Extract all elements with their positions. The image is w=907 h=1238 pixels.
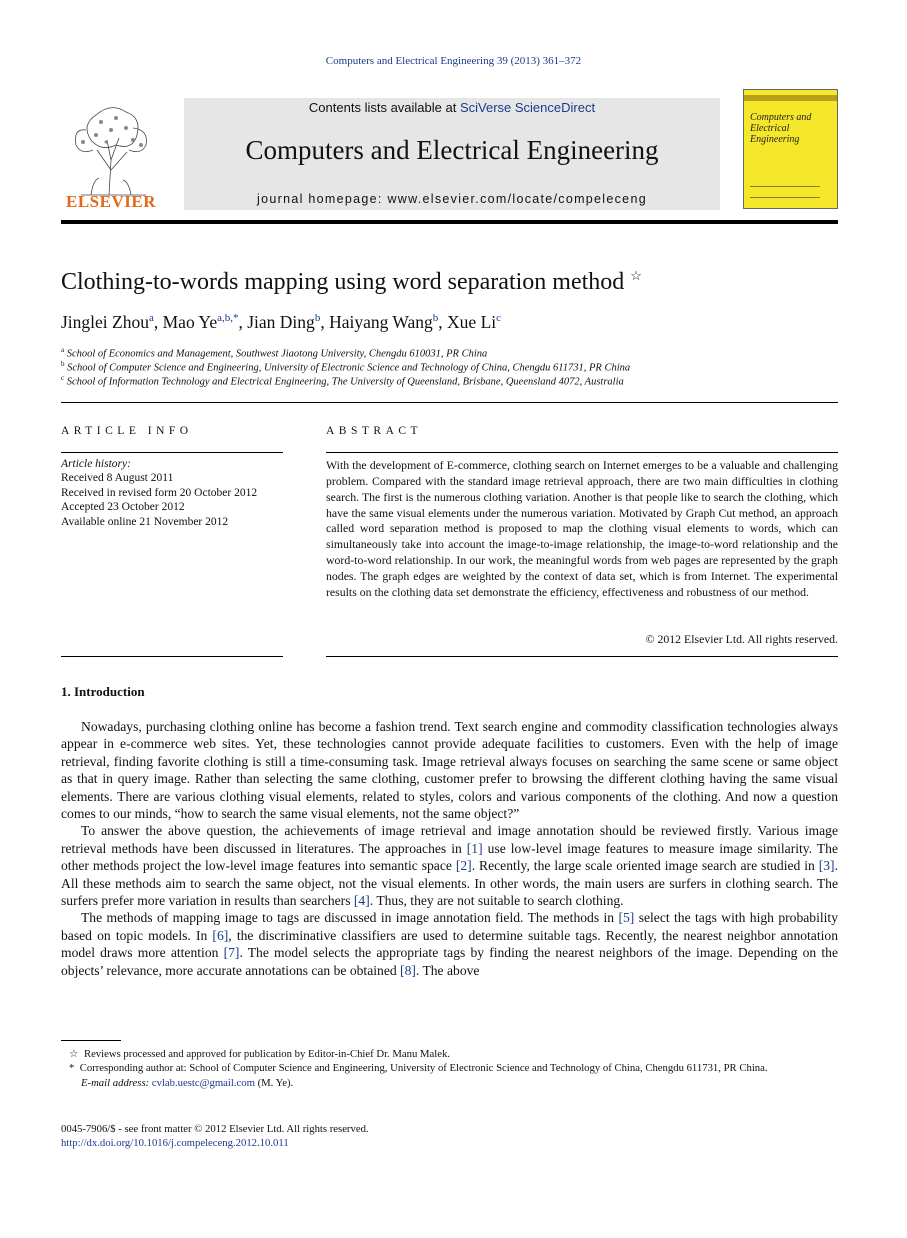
- affiliation: [61, 346, 487, 360]
- citation-link[interactable]: [6]: [212, 927, 229, 943]
- text-run: . All these methods aim to search the same object, not the visual elements. In other words, the main users are surfers in clothing search. The surfers prefer more variation in results than searchers: [61, 858, 838, 909]
- history-item: Available online 21 November 2012: [61, 515, 229, 528]
- header-rule: [61, 220, 838, 224]
- doi-link[interactable]: http://dx.doi.org/10.1016/j.compeleceng.2012.10.011: [61, 1137, 289, 1150]
- article-history: [61, 457, 257, 529]
- author-affil-mark[interactable]: a,b,*: [217, 312, 239, 325]
- affiliation-text: School of Economics and Management, Southwest Jiaotong University, Chengdu 610031, PR China: [66, 348, 488, 360]
- journal-homepage: [184, 192, 720, 206]
- paragraph: [61, 909, 838, 979]
- cover-lines: [750, 186, 820, 198]
- affiliation-text: School of Information Technology and Electrical Engineering, The University of Queensland, Brisbane, Queensland 4072, Australia: [66, 376, 624, 388]
- citation-link[interactable]: [5]: [618, 910, 635, 926]
- affiliation-rule: [61, 402, 838, 403]
- footnote-mark: ☆: [69, 1048, 79, 1060]
- author-affil-mark[interactable]: b: [432, 312, 439, 325]
- citation-link[interactable]: [1]: [466, 840, 483, 856]
- text-run: . Recently, the large scale oriented image search are studied in: [471, 858, 819, 874]
- email-link[interactable]: cvlab.uestc@gmail.com: [151, 1076, 255, 1089]
- paragraph: [61, 822, 838, 909]
- citation-link[interactable]: [3]: [818, 858, 835, 874]
- journal-citation[interactable]: Computers and Electrical Engineering 39 (2013) 361–372: [325, 55, 582, 67]
- journal-cover-image: [743, 89, 838, 209]
- article-title-text: Clothing-to-words mapping using word separation method: [61, 269, 625, 295]
- text-run: To answer the above question, the achievements of image retrieval and image annotation should be reviewed firstly. Various image retrieval methods have been discussed in literatures. The approaches in: [61, 823, 838, 856]
- publication-info: [61, 1122, 369, 1151]
- email-suffix: (M. Ye).: [257, 1076, 294, 1089]
- article-info-bottom-rule: [61, 656, 283, 657]
- citation-link[interactable]: [4]: [353, 893, 370, 909]
- elsevier-wordmark: ELSEVIER: [66, 192, 156, 211]
- homepage-prefix: journal homepage:: [257, 192, 388, 206]
- affiliation: [61, 360, 630, 374]
- section-heading-introduction: 1. Introduction: [61, 684, 145, 699]
- contents-line: [184, 100, 720, 115]
- introduction-body: [61, 718, 838, 979]
- journal-name: Computers and Electrical Engineering: [245, 135, 659, 165]
- abstract-copyright: © 2012 Elsevier Ltd. All rights reserved.: [645, 632, 838, 646]
- cover-title: Computers and Electrical Engineering: [750, 112, 812, 145]
- footnotes: [61, 1047, 838, 1090]
- affiliation-mark: a: [61, 346, 65, 354]
- text-run: . Thus, they are not suitable to search clothing.: [369, 893, 624, 909]
- footnote-rule: [61, 1040, 121, 1041]
- history-item: Accepted 23 October 2012: [61, 501, 185, 514]
- author-name[interactable]: Jinglei Zhou: [61, 312, 149, 332]
- citation-link[interactable]: [8]: [400, 962, 416, 978]
- affiliation: [61, 374, 624, 388]
- author-affil-mark[interactable]: a: [148, 312, 154, 325]
- text-run: . The model selects the appropriate tags by finding the nearest neighbors of the image. Depending on the objects’ relevance, more accurate annotations can be obtained: [61, 945, 838, 978]
- article-info-rule: [61, 452, 283, 453]
- text-run: select the tags with high probability based on topic models. In: [61, 910, 839, 943]
- author-name[interactable]: Haiyang Wang: [329, 312, 433, 332]
- citation-link[interactable]: [2]: [455, 858, 472, 874]
- affiliation-mark: b: [61, 360, 65, 368]
- affiliation-text: School of Computer Science and Engineering, University of Electronic Science and Technology of China, Chengdu 611731, PR China: [67, 362, 631, 374]
- text-run: The methods of mapping image to tags are discussed in image annotation field. The methods in: [81, 910, 619, 926]
- text-run: . The above: [415, 962, 480, 978]
- homepage-url[interactable]: www.elsevier.com/locate/compeleceng: [387, 192, 647, 206]
- history-item: Received 8 August 2011: [61, 472, 174, 485]
- issn-line: 0045-7906/$ - see front matter © 2012 Elsevier Ltd. All rights reserved.: [61, 1123, 369, 1135]
- author-name[interactable]: Jian Ding: [247, 312, 315, 332]
- history-label: Article history:: [61, 458, 131, 470]
- author-name[interactable]: Xue Li: [447, 312, 497, 332]
- footnote-corresponding: [61, 1061, 838, 1075]
- article-info-heading: ARTICLE INFO: [61, 425, 193, 437]
- cover-band: [744, 95, 837, 101]
- affiliation-mark: c: [61, 374, 65, 382]
- history-item: Received in revised form 20 October 2012: [61, 486, 258, 499]
- article-title: [61, 268, 642, 296]
- footnote-email: [61, 1076, 838, 1090]
- footnote-text: Corresponding author at: School of Computer Science and Engineering, University of Electronic Science and Technology of China, Chengdu 611731, PR China.: [79, 1062, 768, 1075]
- abstract-bottom-rule: [326, 656, 838, 657]
- title-footnote-mark[interactable]: ☆: [630, 268, 642, 283]
- text-run: , the discriminative classifiers are used to determine suitable tags. Recently, the nearest neighbor annotation model draws more attention: [61, 927, 838, 961]
- sciencedirect-link[interactable]: SciVerse ScienceDirect: [459, 100, 596, 115]
- abstract-text: With the development of E-commerce, clothing search on Internet emerges to be a valuable and challenging problem. Compared with the standard image retrieval approach, there are two main difficulties in clothing search. The first is the numerous clothing variation. Another is that people like to search the clothing, which have the same visual elements under the numerous variation. Motivated by Graph Cut method, an approach called word separation method is proposed to map the clothing visual elements to words, which can simultaneously take into account the image-to-image relationship, the image-to-word relationship and the word-to-word relationship. In our work, the meaningful words from web pages are represented by the graph nodes. The graph edges are weighted by the context of data set, which is from Internet. The experimental results on the clothing data set demonstrate the efficiency, effectiveness and robustness of our method.: [326, 458, 838, 599]
- abstract-heading: ABSTRACT: [326, 425, 423, 437]
- author-affil-mark[interactable]: b: [314, 312, 321, 325]
- author-name[interactable]: Mao Ye: [162, 312, 218, 332]
- citation-link[interactable]: [7]: [223, 945, 240, 961]
- author-list: Jinglei Zhou$^a$, Mao $Ye^{a,b,*}$, Jian Ding$^b$, Haiyang Wang$^b$, Xue Li$^c$: [61, 312, 502, 332]
- footnote-star: [61, 1047, 838, 1061]
- abstract-rule: [326, 452, 838, 453]
- footnote-text: Reviews processed and approved for publication by Editor-in-Chief Dr. Manu Malek.: [83, 1048, 450, 1060]
- contents-prefix: Contents lists available at: [308, 100, 460, 115]
- footnote-mark: *: [69, 1062, 75, 1075]
- paragraph: Nowadays, purchasing clothing online has become a fashion trend. Text search engine and commodity classification technologies always appear in e-commerce web sites. Yet, these technologies cannot provide adequate facilities to customers. Even with the help of image retrieval, finding favorite clothing is still a time-consuming task. Image retrieval always focuses on searching the same scene or same object as that in query image. Rather than selecting the same clothing, customer prefer to browsing the different clothing having the same visual elements. There are various clothing visual elements, related to styles, colors and various components of the clothing. And now a question comes to our minds, “how to search the same visual elements, not the same object?”: [61, 719, 838, 822]
- text-run: use low-level image features to measure image similarity. The other methods project the low-level image features into semantic space: [61, 840, 838, 874]
- author-affil-mark[interactable]: c: [496, 312, 502, 325]
- email-label: E-mail address:: [81, 1076, 150, 1089]
